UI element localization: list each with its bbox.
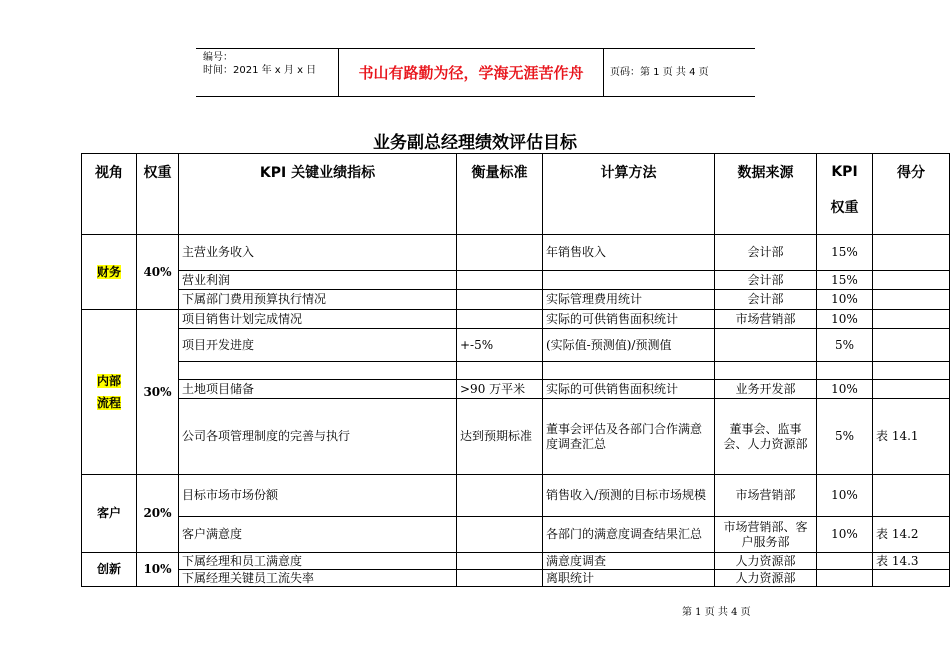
source-cell: 会计部 — [715, 290, 817, 310]
kpi-weight-cell: 10% — [817, 310, 873, 329]
source-cell — [715, 329, 817, 362]
table-row — [82, 399, 950, 475]
method-cell: 离职统计 — [543, 570, 715, 587]
standard-cell: >90 万平米 — [457, 380, 543, 399]
score-cell — [873, 570, 950, 587]
method-cell: (实际值-预测值)/预测值 — [543, 329, 715, 362]
kpi-weight-cell: 10% — [817, 517, 873, 553]
method-cell: 实际的可供销售面积统计 — [543, 380, 715, 399]
table-header-row — [82, 154, 950, 235]
method-cell — [543, 271, 715, 290]
table-row — [82, 570, 950, 587]
kpi-weight-cell: 10% — [817, 475, 873, 517]
standard-cell — [457, 475, 543, 517]
source-cell: 市场营销部、客户服务部 — [715, 517, 817, 553]
score-cell — [873, 380, 950, 399]
method-cell — [543, 362, 715, 380]
kpi-weight-cell — [817, 553, 873, 570]
weight-finance: 40% — [137, 235, 179, 310]
kpi-cell: 下属经理关键员工流失率 — [179, 570, 457, 587]
table-row — [82, 329, 950, 362]
kpi-cell: 目标市场市场份额 — [179, 475, 457, 517]
source-cell: 业务开发部 — [715, 380, 817, 399]
score-cell — [873, 310, 950, 329]
standard-cell — [457, 553, 543, 570]
table-row — [82, 310, 950, 329]
page-indicator: 页码：第 1 页 共 4 页 — [610, 67, 709, 78]
header-kpi-weight-line2: 权重 — [830, 200, 859, 216]
score-cell — [873, 475, 950, 517]
score-cell: 表 14.1 — [873, 399, 950, 475]
standard-cell — [457, 271, 543, 290]
standard-cell — [457, 310, 543, 329]
weight-customer: 20% — [137, 475, 179, 553]
kpi-cell: 下属经理和员工满意度 — [179, 553, 457, 570]
method-cell: 各部门的满意度调查结果汇总 — [543, 517, 715, 553]
kpi-cell: 项目开发进度 — [179, 329, 457, 362]
table-row — [82, 235, 950, 271]
table-row — [82, 290, 950, 310]
kpi-cell: 项目销售计划完成情况 — [179, 310, 457, 329]
score-cell — [873, 235, 950, 271]
method-cell: 年销售收入 — [543, 235, 715, 271]
weight-innovation: 10% — [137, 553, 179, 587]
table-row — [82, 517, 950, 553]
kpi-weight-cell: 15% — [817, 235, 873, 271]
header-method: 计算方法 — [543, 154, 715, 235]
header-source: 数据来源 — [715, 154, 817, 235]
source-cell: 董事会、监事会、人力资源部 — [715, 399, 817, 475]
table-row — [82, 475, 950, 517]
method-cell: 销售收入/预测的目标市场规模 — [543, 475, 715, 517]
header-score: 得分 — [873, 154, 950, 235]
doc-date: 时间：2021 年 x 月 x 日 — [203, 65, 317, 76]
perspective-internal-process: 内部 流程 — [82, 310, 137, 475]
method-cell: 满意度调查 — [543, 553, 715, 570]
header-kpi: KPI 关键业绩指标 — [179, 154, 457, 235]
kpi-cell: 下属部门费用预算执行情况 — [179, 290, 457, 310]
kpi-weight-cell: 10% — [817, 290, 873, 310]
source-cell: 市场营销部 — [715, 475, 817, 517]
method-cell: 实际的可供销售面积统计 — [543, 310, 715, 329]
method-cell: 董事会评估及各部门合作满意度调查汇总 — [543, 399, 715, 475]
table-row — [82, 380, 950, 399]
header-bottom-rule — [196, 96, 755, 97]
source-cell: 人力资源部 — [715, 570, 817, 587]
table-row — [82, 553, 950, 570]
kpi-cell: 土地项目储备 — [179, 380, 457, 399]
source-cell: 人力资源部 — [715, 553, 817, 570]
kpi-weight-cell — [817, 362, 873, 380]
kpi-cell: 营业利润 — [179, 271, 457, 290]
source-cell: 会计部 — [715, 235, 817, 271]
standard-cell — [457, 290, 543, 310]
kpi-weight-cell: 15% — [817, 271, 873, 290]
standard-cell — [457, 362, 543, 380]
source-cell: 会计部 — [715, 271, 817, 290]
kpi-weight-cell: 5% — [817, 329, 873, 362]
score-cell — [873, 271, 950, 290]
perspective-innovation: 创新 — [82, 553, 137, 587]
kpi-weight-cell: 5% — [817, 399, 873, 475]
source-cell — [715, 362, 817, 380]
kpi-cell: 主营业务收入 — [179, 235, 457, 271]
header-motto: 书山有路勤为径，学海无涯苦作舟 — [358, 63, 584, 82]
table-row — [82, 362, 950, 380]
kpi-cell: 公司各项管理制度的完善与执行 — [179, 399, 457, 475]
header-perspective: 视角 — [82, 154, 137, 235]
perspective-finance: 财务 — [82, 235, 137, 310]
score-cell — [873, 329, 950, 362]
kpi-cell: 客户满意度 — [179, 517, 457, 553]
kpi-weight-cell — [817, 570, 873, 587]
kpi-cell — [179, 362, 457, 380]
score-cell — [873, 290, 950, 310]
doc-code-label: 编号： — [203, 52, 233, 63]
method-cell: 实际管理费用统计 — [543, 290, 715, 310]
standard-cell: 达到预期标准 — [457, 399, 543, 475]
standard-cell — [457, 235, 543, 271]
perspective-customer: 客户 — [82, 475, 137, 553]
header-kpi-weight-line1: KPI — [831, 164, 858, 180]
weight-internal-process: 30% — [137, 310, 179, 475]
header-weight: 权重 — [137, 154, 179, 235]
header-divider-right — [603, 48, 604, 96]
kpi-table — [81, 153, 950, 587]
header-kpi-weight — [817, 154, 873, 235]
score-cell: 表 14.3 — [873, 553, 950, 570]
standard-cell: +-5% — [457, 329, 543, 362]
header-standard: 衡量标准 — [457, 154, 543, 235]
table-row — [82, 271, 950, 290]
page-title: 业务副总经理绩效评估目标 — [373, 133, 577, 153]
standard-cell — [457, 570, 543, 587]
kpi-weight-cell: 10% — [817, 380, 873, 399]
standard-cell — [457, 517, 543, 553]
source-cell: 市场营销部 — [715, 310, 817, 329]
score-cell — [873, 362, 950, 380]
score-cell: 表 14.2 — [873, 517, 950, 553]
page-footer: 第 1 页 共 4 页 — [682, 607, 751, 618]
